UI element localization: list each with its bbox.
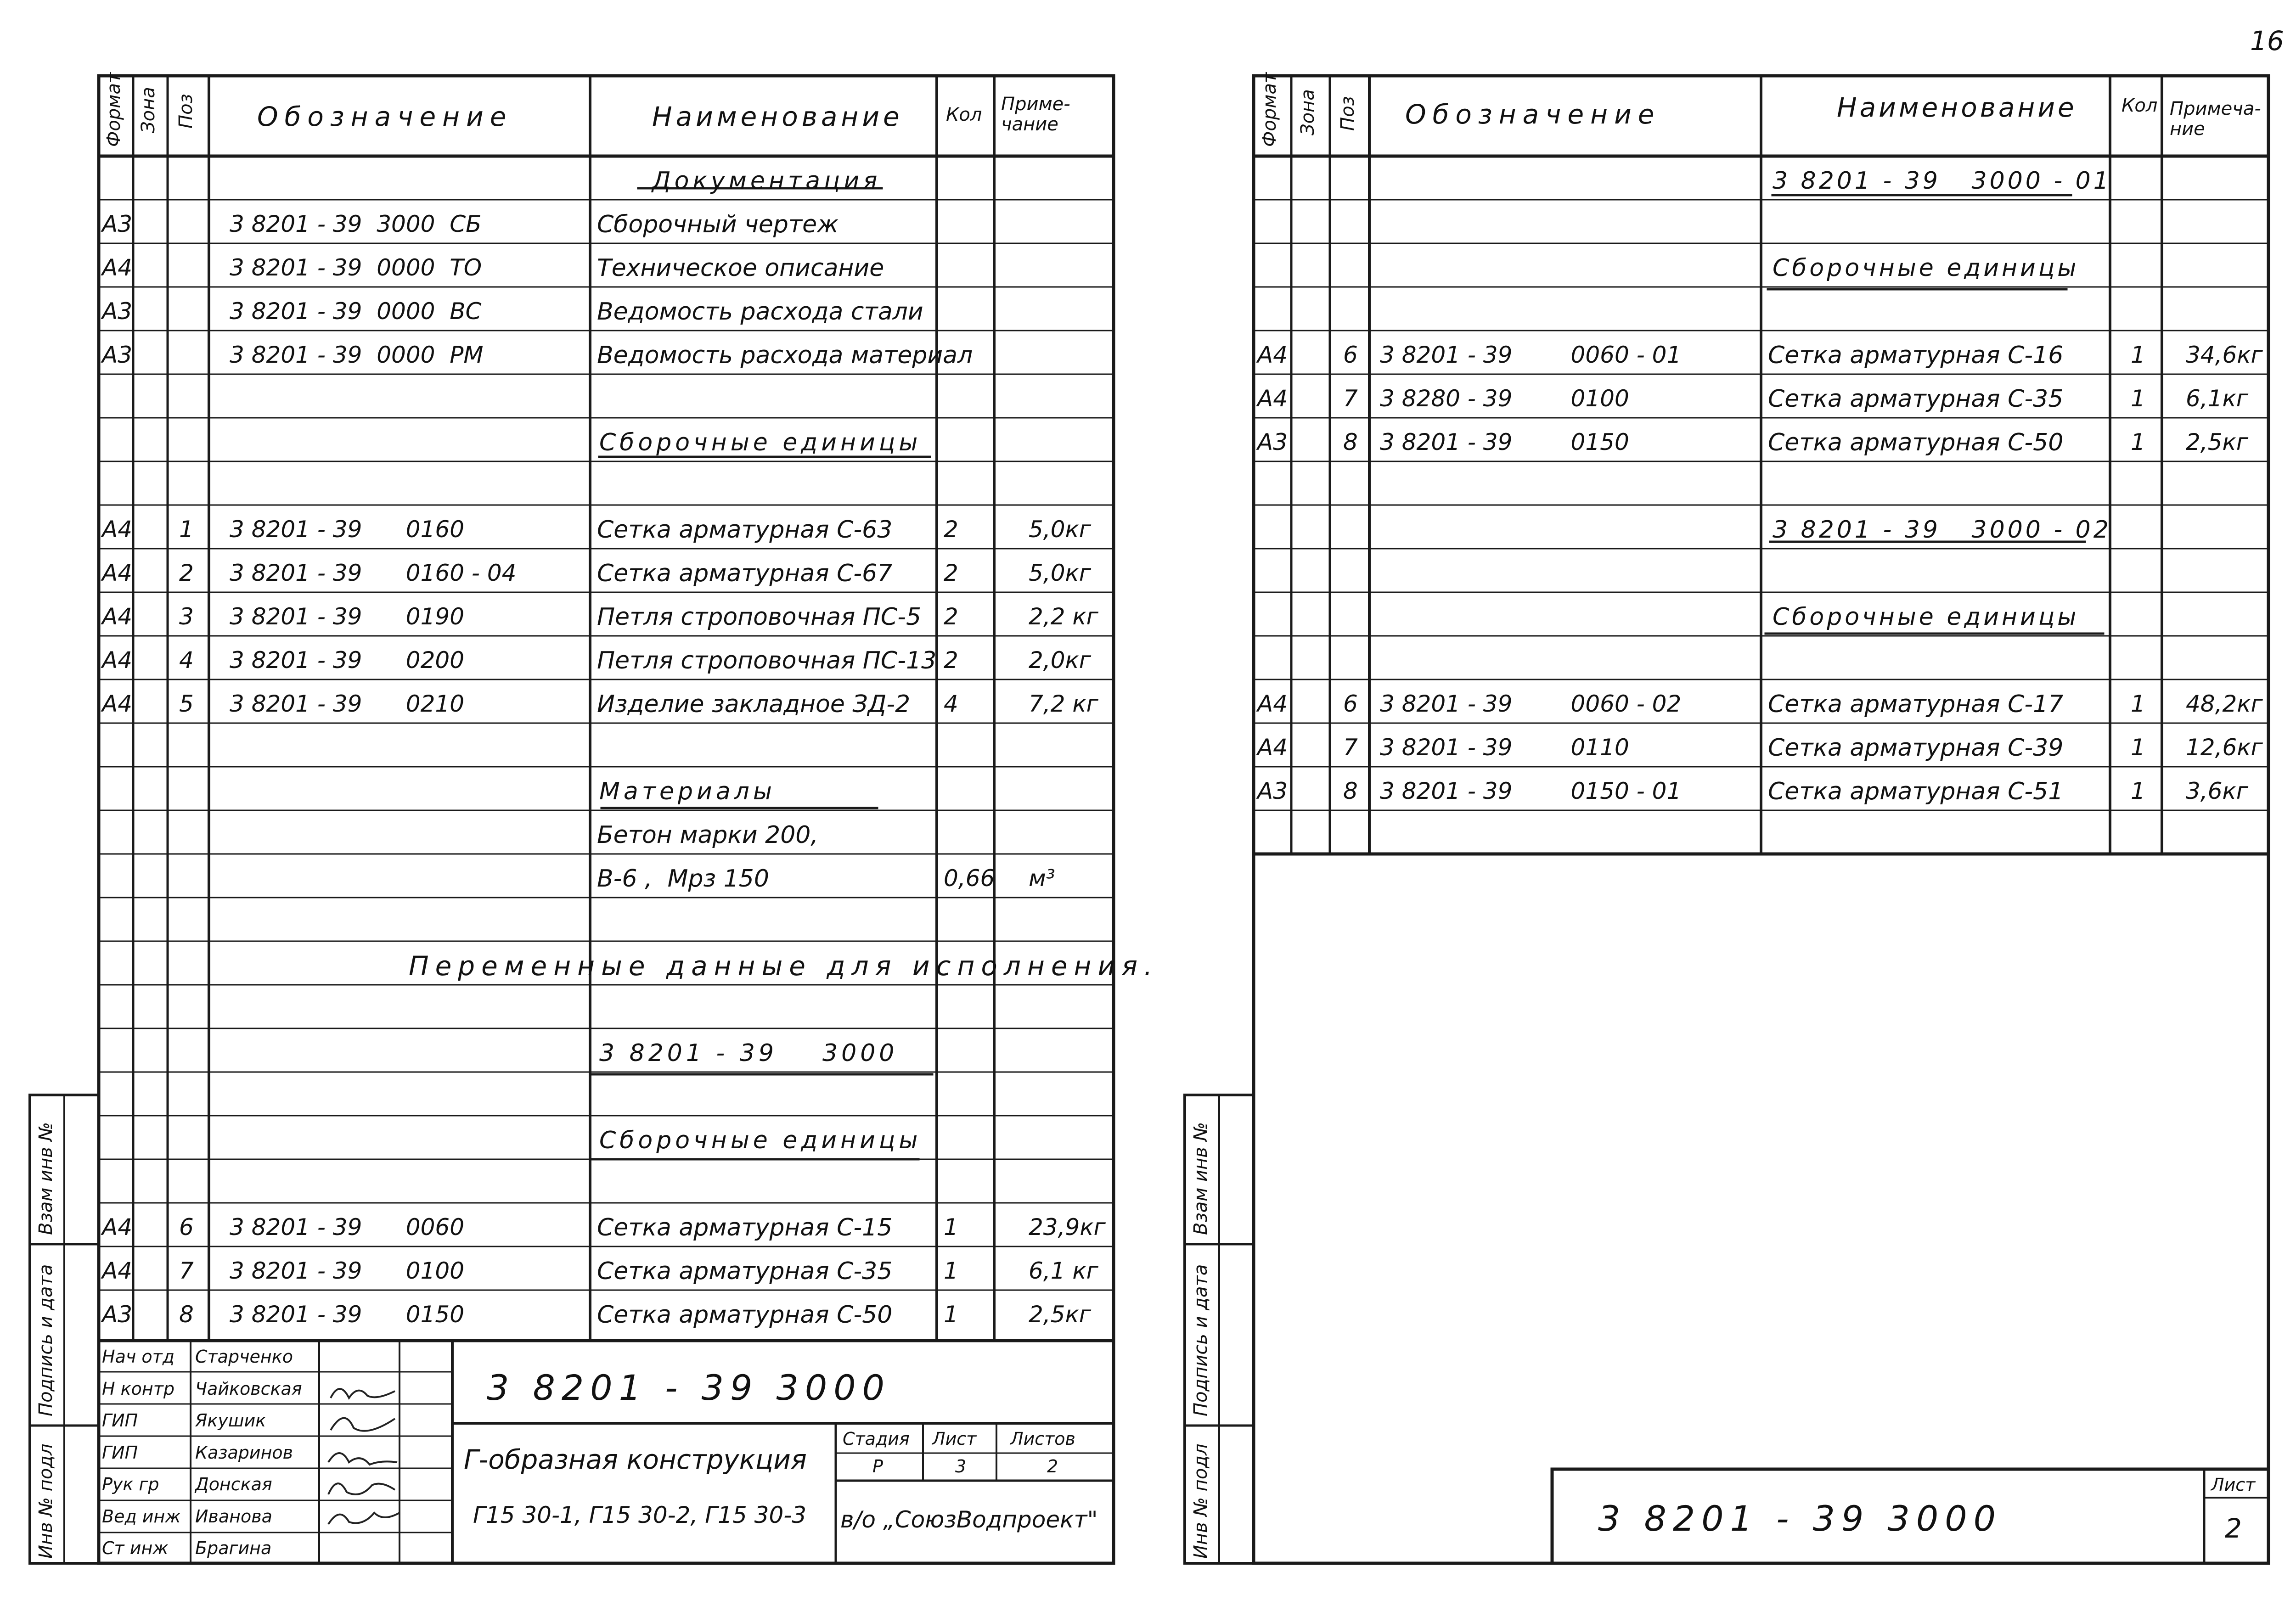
row-format: А4 — [102, 516, 133, 543]
row-qty: 1 — [2131, 385, 2145, 412]
row-format: А3 — [102, 211, 133, 237]
row-pos: 2 — [179, 560, 194, 586]
row-qty: 1 — [944, 1214, 958, 1241]
row-pos: 7 — [1343, 734, 1358, 761]
row-pos: 8 — [1343, 429, 1358, 455]
row-note: 2,0кг — [1029, 647, 1091, 674]
right-side-stamp-podpis: Подпись и дата — [1190, 1264, 1211, 1416]
row-qty: 4 — [944, 691, 958, 717]
row-designation: 3 8280 - 39 0100 — [1380, 385, 1629, 412]
right-header-name: Наименование — [1837, 92, 2077, 123]
row-name: Изделие закладное ЗД-2 — [597, 691, 911, 718]
person-name: Якушик — [195, 1410, 266, 1431]
row-designation: 3 8201 - 39 0150 — [1380, 429, 1629, 455]
section-heading: 3 8201 - 39 3000 — [599, 1039, 898, 1067]
row-designation: 3 8201 - 39 0150 — [230, 1301, 465, 1328]
row-format: А4 — [102, 560, 133, 586]
section-heading: Сборочные единицы — [1773, 254, 2079, 282]
person-name: Донская — [195, 1474, 272, 1494]
row-note: 6,1 кг — [1029, 1258, 1098, 1284]
row-format: А4 — [102, 1258, 133, 1284]
row-designation: 3 8201 - 39 0160 — [230, 516, 465, 543]
header-qty: Кол — [946, 104, 982, 125]
row-designation: 3 8201 - 39 0060 - 01 — [1380, 342, 1682, 368]
row-format: А3 — [102, 342, 133, 368]
sheets-value: 2 — [1047, 1456, 1058, 1476]
row-format: А3 — [1257, 778, 1288, 804]
right-header-pos: Поз — [1337, 96, 1358, 131]
row-format: А4 — [1257, 734, 1288, 761]
row-name: Сетка арматурная С-67 — [597, 560, 893, 587]
row-name: Сетка арматурная С-63 — [597, 516, 893, 544]
row-pos: 3 — [179, 603, 194, 630]
right-side-stamp-inv: Инв № подл — [1190, 1443, 1211, 1559]
header-name: Наименование — [652, 101, 903, 132]
row-designation: 3 8201 - 39 3000 СБ — [230, 211, 482, 237]
sheet-value: 3 — [955, 1456, 967, 1476]
row-note: 6,1кг — [2186, 385, 2248, 412]
row-name: Сетка арматурная С-50 — [597, 1301, 893, 1329]
row-name: Сетка арматурная С-16 — [1768, 342, 2064, 369]
row-name: Ведомость расхода материал — [597, 342, 973, 369]
right-stamp-sheet-value: 2 — [2225, 1513, 2242, 1544]
header-format: Формат — [103, 72, 124, 147]
row-name: Сетка арматурная С-15 — [597, 1214, 893, 1241]
section-heading: 3 8201 - 39 3000 - 02 — [1773, 516, 2111, 544]
row-format: А3 — [102, 298, 133, 325]
row-format: А4 — [1257, 385, 1288, 412]
person-name: Старченко — [195, 1347, 293, 1367]
side-stamp-vzam: Взам инв № — [35, 1122, 56, 1235]
right-header-designation: Обозначение — [1405, 99, 1661, 130]
row-format: А4 — [102, 691, 133, 717]
stage-value: Р — [872, 1456, 883, 1476]
person-name: Чайковская — [195, 1378, 302, 1399]
row-pos: 5 — [179, 691, 194, 717]
right-side-stamp-vzam: Взам инв № — [1190, 1122, 1211, 1235]
stage-label: Стадия — [843, 1429, 910, 1449]
person-role: Нач отд — [102, 1347, 175, 1367]
row-qty: 1 — [2131, 342, 2145, 368]
row-format: А4 — [102, 1214, 133, 1241]
row-note: 23,9кг — [1029, 1214, 1106, 1241]
row-note: м³ — [1029, 865, 1055, 892]
row-qty: 2 — [944, 647, 958, 674]
row-pos: 7 — [179, 1258, 194, 1284]
row-name: Петля строповочная ПС-5 — [597, 603, 922, 631]
person-role: ГИП — [102, 1442, 138, 1463]
row-format: А4 — [102, 603, 133, 630]
row-note: 48,2кг — [2186, 691, 2263, 717]
row-qty: 0,66 — [944, 865, 995, 892]
row-name: Сетка арматурная С-35 — [1768, 385, 2064, 413]
person-name: Брагина — [195, 1538, 272, 1558]
row-note: 5,0кг — [1029, 516, 1091, 543]
row-note: 5,0кг — [1029, 560, 1091, 586]
row-qty: 2 — [944, 560, 958, 586]
header-note: Приме- чание — [1001, 94, 1070, 135]
row-designation: 3 8201 - 39 0000 ТО — [230, 254, 482, 281]
row-qty: 1 — [2131, 691, 2145, 717]
row-designation: 3 8201 - 39 0000 РМ — [230, 342, 484, 368]
row-qty: 1 — [944, 1258, 958, 1284]
section-heading: Материалы — [599, 778, 776, 805]
row-qty: 1 — [2131, 778, 2145, 804]
row-designation: 3 8201 - 39 0000 ВС — [230, 298, 482, 325]
row-designation: 3 8201 - 39 0110 — [1380, 734, 1629, 761]
row-name: Сетка арматурная С-17 — [1768, 691, 2064, 718]
row-designation: 3 8201 - 39 0160 - 04 — [230, 560, 517, 586]
row-name: Сетка арматурная С-51 — [1768, 778, 2064, 805]
row-qty: 1 — [2131, 734, 2145, 761]
row-name: Сетка арматурная С-50 — [1768, 429, 2064, 456]
row-pos: 6 — [1343, 691, 1358, 717]
section-heading: Документация — [652, 167, 881, 195]
person-name: Казаринов — [195, 1442, 293, 1463]
row-note: 2,2 кг — [1029, 603, 1098, 630]
person-role: Вед инж — [102, 1506, 181, 1527]
sheet-label: Лист — [932, 1429, 977, 1449]
row-format: А3 — [102, 1301, 133, 1328]
row-pos: 8 — [179, 1301, 194, 1328]
person-role: ГИП — [102, 1410, 138, 1431]
row-designation: 3 8201 - 39 0200 — [230, 647, 465, 674]
right-header-zone: Зона — [1297, 89, 1318, 135]
product-name: Г-образная конструкция — [464, 1444, 807, 1475]
right-header-qty: Кол — [2122, 95, 2158, 116]
row-name: Техническое описание — [597, 254, 884, 282]
row-name: Сборочный чертеж — [597, 211, 838, 238]
row-pos: 8 — [1343, 778, 1358, 804]
row-note: 12,6кг — [2186, 734, 2263, 761]
row-note: 2,5кг — [2186, 429, 2248, 455]
row-qty: 1 — [944, 1301, 958, 1328]
row-qty: 2 — [944, 603, 958, 630]
row-designation: 3 8201 - 39 0210 — [230, 691, 465, 717]
row-format: А3 — [1257, 429, 1288, 455]
section-heading: Сборочные единицы — [599, 429, 922, 456]
right-header-note: Примеча- ние — [2170, 98, 2261, 140]
right-stamp-code: 3 8201 - 39 3000 — [1598, 1498, 2002, 1539]
row-designation: 3 8201 - 39 0190 — [230, 603, 465, 630]
row-name: Бетон марки 200, — [597, 821, 818, 849]
row-name: Сетка арматурная С-35 — [597, 1258, 893, 1285]
variable-data-heading: Переменные данные для исполнения. — [409, 950, 1159, 982]
row-pos: 6 — [1343, 342, 1358, 368]
row-pos: 1 — [179, 516, 194, 543]
person-name: Иванова — [195, 1506, 272, 1527]
row-note: 34,6кг — [2186, 342, 2263, 368]
page-number: 16 — [2250, 25, 2284, 56]
row-name: Петля строповочная ПС-13 — [597, 647, 937, 674]
row-name: Сетка арматурная С-39 — [1768, 734, 2064, 762]
row-designation: 3 8201 - 39 0060 - 02 — [1380, 691, 1682, 717]
header-pos: Поз — [175, 94, 197, 129]
row-note: 7,2 кг — [1029, 691, 1098, 717]
row-designation: 3 8201 - 39 0100 — [230, 1258, 465, 1284]
row-pos: 7 — [1343, 385, 1358, 412]
row-pos: 4 — [179, 647, 194, 674]
side-stamp-podpis: Подпись и дата — [35, 1264, 56, 1416]
person-role: Ст инж — [102, 1538, 169, 1558]
side-stamp-inv: Инв № подл — [35, 1443, 56, 1559]
person-role: Рук гр — [102, 1474, 159, 1494]
person-role: Н контр — [102, 1378, 174, 1399]
row-qty: 2 — [944, 516, 958, 543]
organization: в/о „СоюзВодпроект" — [840, 1506, 1098, 1533]
row-format: А4 — [1257, 691, 1288, 717]
sheets-label: Листов — [1010, 1429, 1075, 1449]
section-heading: 3 8201 - 39 3000 - 01 — [1773, 167, 2111, 195]
row-format: А4 — [1257, 342, 1288, 368]
row-qty: 1 — [2131, 429, 2145, 455]
header-zone: Зона — [138, 87, 159, 133]
row-note: 3,6кг — [2186, 778, 2248, 804]
section-heading: Сборочные единицы — [599, 1127, 922, 1154]
row-format: А4 — [102, 254, 133, 281]
row-name: Ведомость расхода стали — [597, 298, 923, 326]
right-header-format: Формат — [1259, 72, 1280, 147]
row-designation: 3 8201 - 39 0060 — [230, 1214, 465, 1241]
product-variants: Г15 30-1, Г15 30-2, Г15 30-3 — [473, 1502, 807, 1528]
row-note: 2,5кг — [1029, 1301, 1091, 1328]
row-name: В-6 , Мрз 150 — [597, 865, 769, 893]
header-designation: Обозначение — [257, 101, 513, 132]
row-designation: 3 8201 - 39 0150 - 01 — [1380, 778, 1682, 804]
row-format: А4 — [102, 647, 133, 674]
right-stamp-sheet-label: Лист — [2211, 1475, 2256, 1495]
row-pos: 6 — [179, 1214, 194, 1241]
title-block-code: 3 8201 - 39 3000 — [487, 1367, 891, 1408]
section-heading: Сборочные единицы — [1773, 603, 2079, 631]
